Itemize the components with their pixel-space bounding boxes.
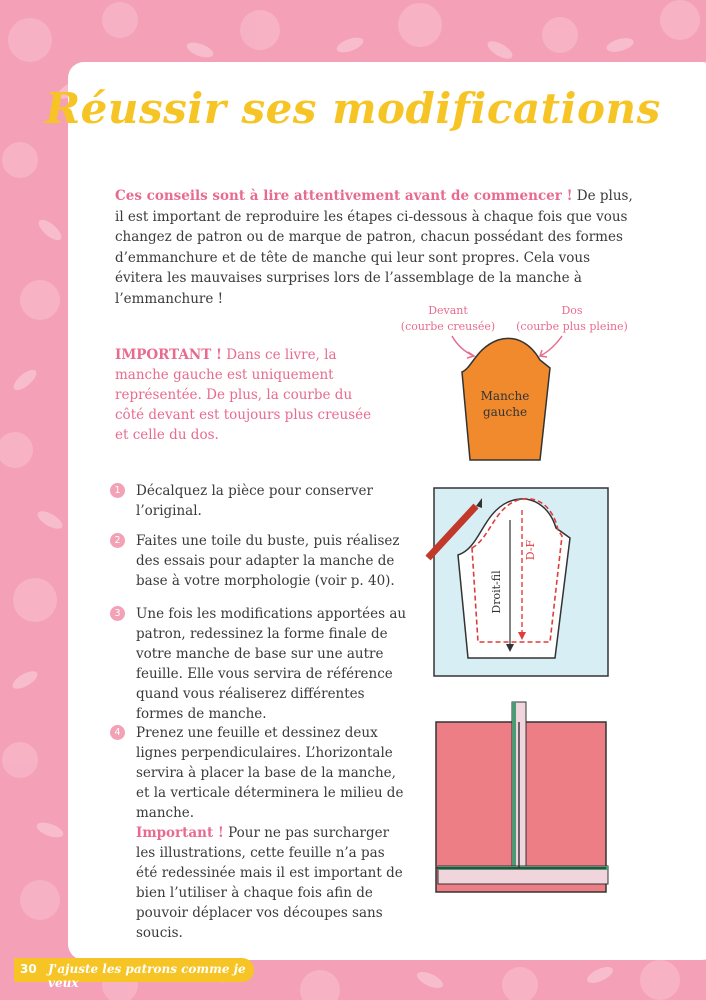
back-sub-label: (courbe plus pleine): [516, 320, 628, 333]
step-4: [110, 723, 410, 943]
back-arrow: [540, 336, 562, 356]
df-label: D-F: [524, 539, 537, 561]
step-3: [110, 604, 410, 724]
step-2: [110, 531, 410, 591]
step-important-keyword: Important !: [136, 825, 224, 841]
page-number: 30: [20, 962, 37, 976]
front-label: Devant: [428, 304, 468, 317]
important-note: [115, 345, 380, 445]
piece-label-1: Manche: [480, 389, 530, 403]
step-text: Une fois les modifications apportées au patron, redessinez la forme finale de votre manche de base sur une autre feuille. Elle vous servira de référence quand vous réaliserez différentes formes de manche.: [136, 606, 407, 722]
step-text: Décalquez la pièce pour conserver l’original.: [136, 483, 373, 519]
step-number: 3: [110, 606, 125, 621]
page-footer: [14, 958, 254, 990]
page-title: Réussir ses modifications: [45, 84, 661, 133]
step-number: 4: [110, 725, 125, 740]
important-text: Dans ce livre, la manche gauche est uniquement représentée. De plus, la courbe du côté devant est toujours plus creusée et celle du dos.: [115, 347, 372, 443]
piece-label-2: gauche: [482, 405, 528, 419]
intro-paragraph: [115, 186, 635, 309]
back-label: Dos: [561, 304, 583, 317]
step-1: [110, 481, 410, 521]
step-number: 1: [110, 483, 125, 498]
intro-text: De plus, il est important de reproduire les étapes ci-dessous à chaque fois que vous changez de patron ou de marque de patron, chacun possédant des formes d’emmanchure et de tête de manche qui leur sont propres. Cela vous évitera les mauvaises surprises lors de l’assemblage de la manche à l’emmanchure !: [115, 188, 633, 307]
trace-diagram: [410, 480, 620, 690]
important-keyword: IMPORTANT !: [115, 347, 222, 363]
step-text: Prenez une feuille et dessinez deux lignes perpendiculaires. L’horizontale servira à placer la base de la manche, et la verticale déterminera le milieu de manche. Important ! Pour ne pas surcharger les illustrations, cette feuille n’a pas été redessinée mais il est important de bien l’utiliser à chaque fois afin de pouvoir déplacer vos découpes sans soucis.: [136, 725, 404, 941]
paper-diagram: [432, 700, 618, 900]
book-title: J'ajuste les patrons comme je veux: [48, 962, 246, 990]
sleeve-diagram: [390, 300, 660, 470]
front-sub-label: (courbe creusée): [400, 320, 496, 333]
step-number: 2: [110, 533, 125, 548]
intro-lead: Ces conseils sont à lire attentivement avant de commencer !: [115, 188, 573, 204]
grain-line-label: Droit-fil: [490, 570, 503, 614]
step-text: Faites une toile du buste, puis réalisez des essais pour adapter la manche de base à votre morphologie (voir p. 40).: [136, 533, 400, 589]
